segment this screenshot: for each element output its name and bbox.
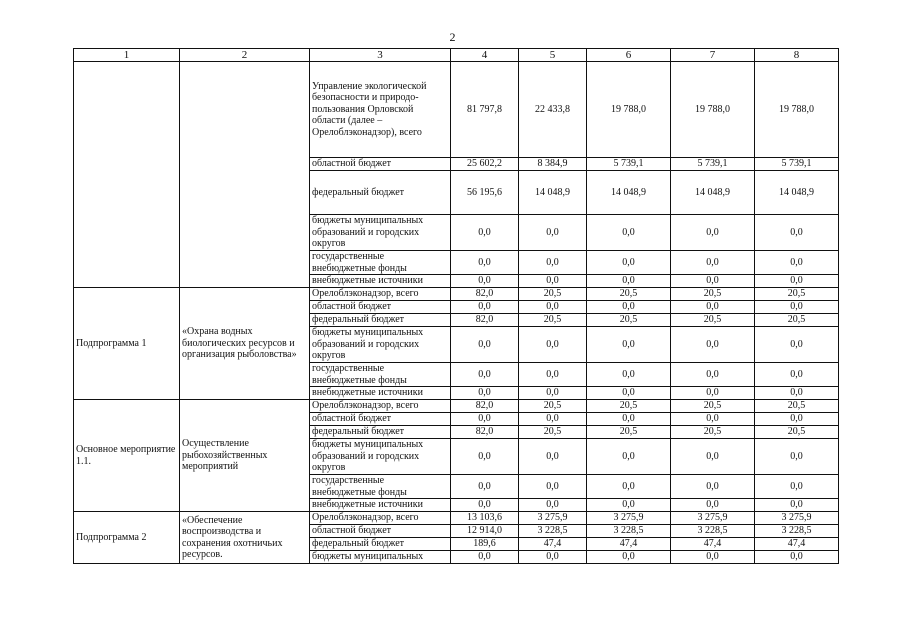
amount-cell: 20,5 [671, 314, 755, 327]
amount-cell: 22 433,8 [519, 62, 587, 158]
amount-cell: 19 788,0 [587, 62, 671, 158]
amount-cell: 5 739,1 [755, 158, 839, 171]
amount-cell: 20,5 [519, 426, 587, 439]
funding-source-cell: внебюджетные источники [310, 499, 451, 512]
amount-cell: 0,0 [587, 475, 671, 499]
program-name-cell [74, 62, 180, 288]
amount-cell: 20,5 [587, 426, 671, 439]
amount-cell: 0,0 [755, 439, 839, 475]
amount-cell: 0,0 [519, 475, 587, 499]
amount-cell: 20,5 [519, 400, 587, 413]
funding-source-cell: Орелоблэконадзор, всего [310, 512, 451, 525]
amount-cell: 3 275,9 [755, 512, 839, 525]
amount-cell: 0,0 [519, 413, 587, 426]
program-title-cell: «Охрана водных биологических ресурсов и организация рыболовства» [180, 288, 310, 400]
amount-cell: 0,0 [451, 439, 519, 475]
amount-cell: 14 048,9 [519, 171, 587, 215]
funding-source-cell: федеральный бюджет [310, 538, 451, 551]
header-cell: 6 [587, 49, 671, 62]
header-cell: 2 [180, 49, 310, 62]
amount-cell: 20,5 [671, 400, 755, 413]
amount-cell: 81 797,8 [451, 62, 519, 158]
header-cell: 5 [519, 49, 587, 62]
table-row [74, 512, 839, 525]
header-row [74, 49, 839, 62]
page-number: 2 [449, 30, 456, 44]
funding-source-cell: государственные внебюджетные фонды [310, 363, 451, 387]
amount-cell: 0,0 [587, 387, 671, 400]
amount-cell: 0,0 [671, 301, 755, 314]
amount-cell: 14 048,9 [671, 171, 755, 215]
amount-cell: 20,5 [671, 426, 755, 439]
amount-cell: 0,0 [755, 551, 839, 564]
funding-source-cell: федеральный бюджет [310, 314, 451, 327]
program-title-cell: Осуществление рыбохозяйственных мероприятий [180, 400, 310, 512]
amount-cell: 0,0 [451, 475, 519, 499]
amount-cell: 0,0 [519, 499, 587, 512]
amount-cell: 20,5 [755, 400, 839, 413]
funding-source-cell: Управление экологической безопасности и природо- пользования Орловской области (далее – Орелоблэконадзор), всего [310, 62, 451, 158]
amount-cell: 0,0 [519, 327, 587, 363]
amount-cell: 0,0 [671, 387, 755, 400]
amount-cell: 13 103,6 [451, 512, 519, 525]
funding-source-cell: федеральный бюджет [310, 171, 451, 215]
amount-cell: 0,0 [519, 363, 587, 387]
amount-cell: 20,5 [755, 314, 839, 327]
header-cell: 8 [755, 49, 839, 62]
amount-cell: 20,5 [587, 288, 671, 301]
amount-cell: 14 048,9 [587, 171, 671, 215]
funding-source-cell: федеральный бюджет [310, 426, 451, 439]
amount-cell: 0,0 [451, 327, 519, 363]
header-cell: 3 [310, 49, 451, 62]
amount-cell: 0,0 [451, 251, 519, 275]
amount-cell: 0,0 [671, 327, 755, 363]
amount-cell: 0,0 [671, 413, 755, 426]
amount-cell: 8 384,9 [519, 158, 587, 171]
amount-cell: 0,0 [451, 387, 519, 400]
header-cell: 7 [671, 49, 755, 62]
amount-cell: 47,4 [755, 538, 839, 551]
amount-cell: 3 228,5 [755, 525, 839, 538]
amount-cell: 47,4 [519, 538, 587, 551]
funding-source-cell: государственные внебюджетные фонды [310, 475, 451, 499]
amount-cell: 0,0 [671, 251, 755, 275]
amount-cell: 47,4 [671, 538, 755, 551]
amount-cell: 189,6 [451, 538, 519, 551]
amount-cell: 0,0 [587, 301, 671, 314]
funding-source-cell: бюджеты муниципальных [310, 551, 451, 564]
amount-cell: 0,0 [671, 439, 755, 475]
amount-cell: 20,5 [587, 314, 671, 327]
amount-cell: 3 228,5 [671, 525, 755, 538]
amount-cell: 0,0 [587, 413, 671, 426]
amount-cell: 82,0 [451, 426, 519, 439]
amount-cell: 0,0 [587, 499, 671, 512]
header-cell: 4 [451, 49, 519, 62]
amount-cell: 20,5 [671, 288, 755, 301]
amount-cell: 0,0 [587, 327, 671, 363]
amount-cell: 47,4 [587, 538, 671, 551]
funding-source-cell: Орелоблэконадзор, всего [310, 400, 451, 413]
amount-cell: 0,0 [519, 301, 587, 314]
funding-source-cell: бюджеты муниципальных образований и городских округов [310, 215, 451, 251]
funding-source-cell: внебюджетные источники [310, 387, 451, 400]
table-row [74, 62, 839, 158]
amount-cell: 3 275,9 [587, 512, 671, 525]
amount-cell: 0,0 [519, 275, 587, 288]
amount-cell: 0,0 [755, 363, 839, 387]
amount-cell: 0,0 [671, 363, 755, 387]
amount-cell: 3 275,9 [519, 512, 587, 525]
amount-cell: 0,0 [519, 215, 587, 251]
amount-cell: 25 602,2 [451, 158, 519, 171]
table-body [74, 49, 839, 564]
amount-cell: 0,0 [755, 475, 839, 499]
amount-cell: 56 195,6 [451, 171, 519, 215]
amount-cell: 19 788,0 [755, 62, 839, 158]
amount-cell: 0,0 [587, 551, 671, 564]
table-row [74, 288, 839, 301]
amount-cell: 0,0 [451, 499, 519, 512]
amount-cell: 0,0 [671, 215, 755, 251]
budget-table [73, 48, 839, 564]
amount-cell: 82,0 [451, 400, 519, 413]
funding-source-cell: областной бюджет [310, 413, 451, 426]
amount-cell: 0,0 [671, 551, 755, 564]
funding-source-cell: бюджеты муниципальных образований и городских округов [310, 439, 451, 475]
amount-cell: 12 914,0 [451, 525, 519, 538]
amount-cell: 0,0 [451, 301, 519, 314]
amount-cell: 0,0 [587, 215, 671, 251]
program-title-cell [180, 62, 310, 288]
amount-cell: 0,0 [755, 387, 839, 400]
amount-cell: 20,5 [587, 400, 671, 413]
funding-source-cell: областной бюджет [310, 158, 451, 171]
amount-cell: 0,0 [451, 215, 519, 251]
amount-cell: 20,5 [519, 288, 587, 301]
amount-cell: 0,0 [755, 275, 839, 288]
amount-cell: 3 275,9 [671, 512, 755, 525]
amount-cell: 0,0 [587, 363, 671, 387]
amount-cell: 20,5 [755, 288, 839, 301]
amount-cell: 0,0 [755, 413, 839, 426]
program-name-cell: Основное мероприятие 1.1. [74, 400, 180, 512]
amount-cell: 0,0 [451, 363, 519, 387]
amount-cell: 0,0 [755, 499, 839, 512]
amount-cell: 82,0 [451, 288, 519, 301]
amount-cell: 19 788,0 [671, 62, 755, 158]
amount-cell: 5 739,1 [587, 158, 671, 171]
amount-cell: 14 048,9 [755, 171, 839, 215]
amount-cell: 0,0 [755, 327, 839, 363]
funding-source-cell: Орелоблэконадзор, всего [310, 288, 451, 301]
amount-cell: 0,0 [451, 413, 519, 426]
amount-cell: 0,0 [519, 251, 587, 275]
funding-source-cell: областной бюджет [310, 525, 451, 538]
funding-source-cell: областной бюджет [310, 301, 451, 314]
funding-source-cell: государственные внебюджетные фонды [310, 251, 451, 275]
program-name-cell: Подпрограмма 2 [74, 512, 180, 564]
amount-cell: 5 739,1 [671, 158, 755, 171]
header-cell: 1 [74, 49, 180, 62]
amount-cell: 0,0 [587, 439, 671, 475]
amount-cell: 20,5 [755, 426, 839, 439]
amount-cell: 82,0 [451, 314, 519, 327]
amount-cell: 0,0 [519, 551, 587, 564]
amount-cell: 3 228,5 [587, 525, 671, 538]
amount-cell: 0,0 [451, 551, 519, 564]
table-row [74, 400, 839, 413]
amount-cell: 20,5 [519, 314, 587, 327]
amount-cell: 0,0 [519, 439, 587, 475]
amount-cell: 0,0 [755, 301, 839, 314]
amount-cell: 0,0 [671, 475, 755, 499]
amount-cell: 0,0 [587, 275, 671, 288]
amount-cell: 0,0 [671, 275, 755, 288]
program-name-cell: Подпрограмма 1 [74, 288, 180, 400]
program-title-cell: «Обеспечение воспроизводства и сохранения охотничьих ресурсов. [180, 512, 310, 564]
amount-cell: 0,0 [451, 275, 519, 288]
amount-cell: 3 228,5 [519, 525, 587, 538]
funding-source-cell: внебюджетные источники [310, 275, 451, 288]
amount-cell: 0,0 [671, 499, 755, 512]
amount-cell: 0,0 [519, 387, 587, 400]
amount-cell: 0,0 [755, 251, 839, 275]
amount-cell: 0,0 [755, 215, 839, 251]
amount-cell: 0,0 [587, 251, 671, 275]
funding-source-cell: бюджеты муниципальных образований и городских округов [310, 327, 451, 363]
